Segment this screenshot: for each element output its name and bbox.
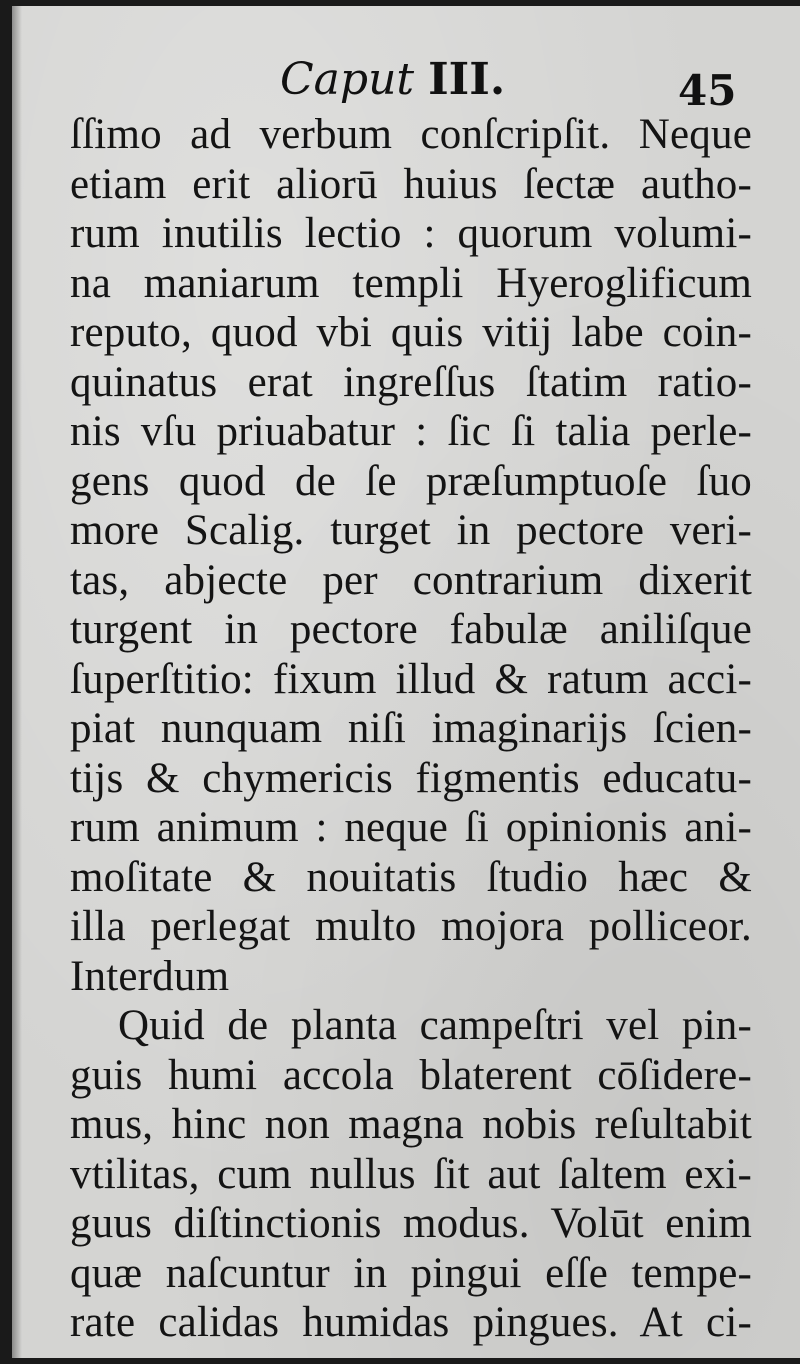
text-line: mus, hinc non magna nobis reſultabit <box>70 1101 752 1148</box>
running-head <box>280 54 505 105</box>
text-line: guus diſtinctionis modus. Volūt enim <box>70 1200 752 1247</box>
text-line: Quid de planta campeſtri vel pin- <box>118 1002 752 1049</box>
text-line: rum animum : neque ſi opinionis ani- <box>70 804 752 851</box>
text-line: na maniarum templi Hyeroglificum <box>70 259 752 307</box>
page-header <box>12 54 800 114</box>
text-line: piat nunquam niſi imaginarijs ſcien- <box>70 705 752 752</box>
text-line: nis vſu priuabatur : ſic ſi talia perle- <box>70 408 752 455</box>
text-line: turgent in pectore fabulæ aniliſque <box>70 606 752 653</box>
page-gutter-shadow <box>12 6 22 1358</box>
text-line: rate calidas humidas pingues. At ci- <box>70 1299 752 1346</box>
running-head-chapter-numeral: III. <box>428 54 506 105</box>
body-text <box>70 110 752 1348</box>
text-line: quinatus erat ingreſſus ſtatim ratio- <box>70 358 752 406</box>
text-line: illa perlegat multo mojora polliceor. <box>70 903 752 950</box>
book-page <box>12 6 800 1358</box>
page-number: 45 <box>678 66 737 115</box>
text-line: ſſimo ad verbum conſcripſit. Neque <box>70 111 752 158</box>
text-line: moſitate & nouitatis ſtudio hæc & <box>70 853 752 901</box>
text-line: guis humi accola blaterent cōſidere- <box>70 1051 752 1099</box>
text-line: quæ naſcuntur in pingui eſſe tempe- <box>70 1249 752 1297</box>
text-line: ſuperſtitio: fixum illud & ratum acci- <box>70 655 752 703</box>
text-line: Interdum <box>70 952 230 1000</box>
text-line: gens quod de ſe præſumptuoſe ſuo <box>70 457 752 505</box>
text-line: rum inutilis lectio : quorum volumi- <box>70 210 752 257</box>
running-head-title: Caput <box>280 54 415 105</box>
text-line: tas, abjecte per contrarium dixerit <box>70 556 752 604</box>
text-line: reputo, quod vbi quis vitij labe coin- <box>70 309 752 356</box>
text-line: more Scalig. turget in pectore veri- <box>70 507 752 554</box>
text-line: vtilitas, cum nullus ſit aut ſaltem exi- <box>70 1150 752 1198</box>
text-line: etiam erit aliorū huius ſectæ autho- <box>70 160 752 208</box>
text-line: tijs & chymericis figmentis educatu- <box>70 754 752 802</box>
